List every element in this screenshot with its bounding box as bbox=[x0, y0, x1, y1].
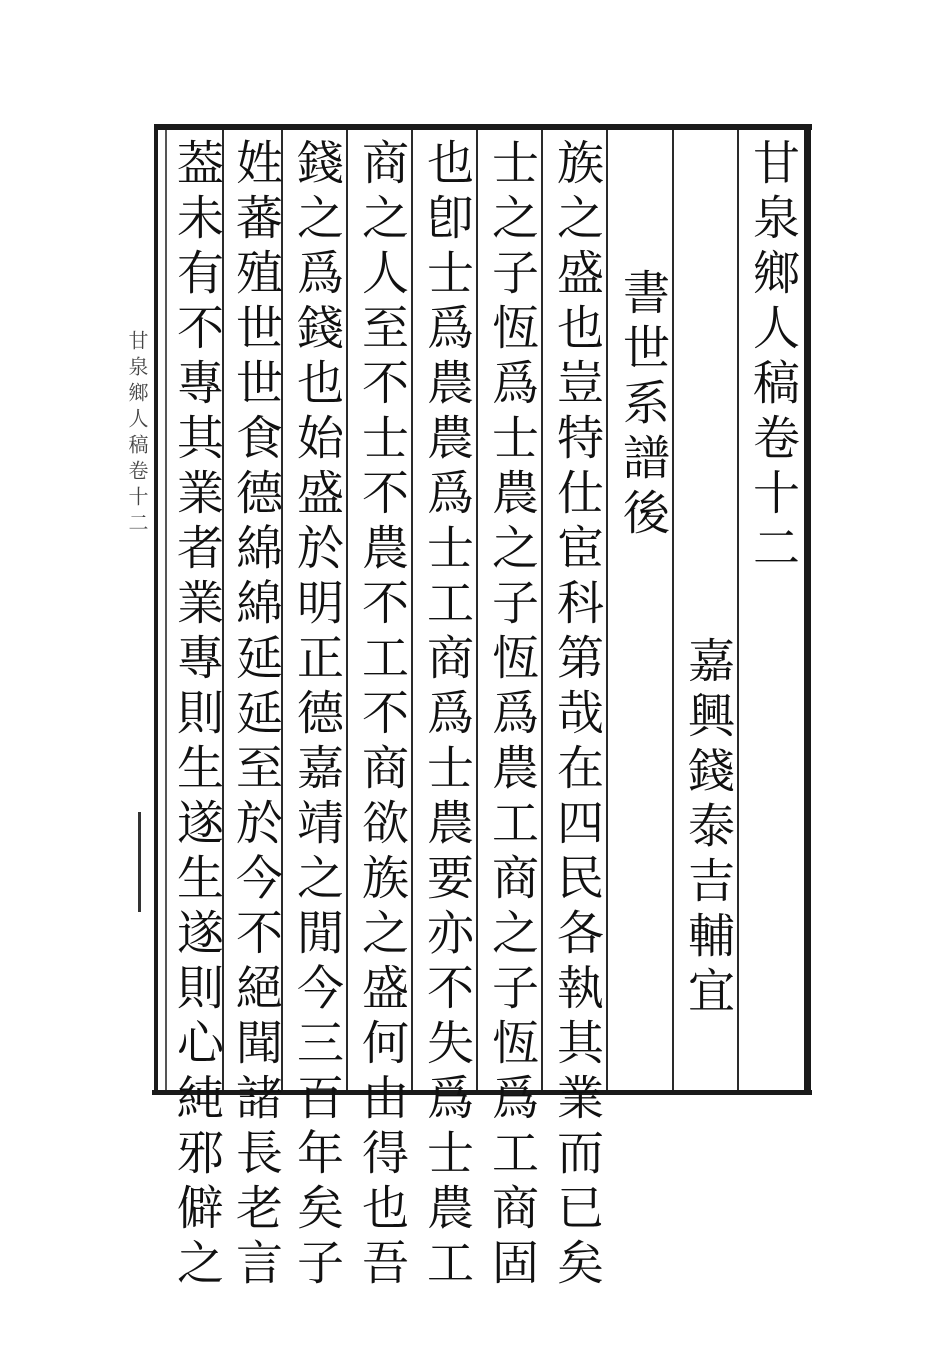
gutter-fold-line bbox=[165, 130, 167, 1090]
author-line: 嘉興錢泰吉輔宜 bbox=[680, 636, 735, 1021]
column-rule bbox=[737, 130, 739, 1090]
column-rule bbox=[476, 130, 478, 1090]
section-heading: 書世系譜後 bbox=[615, 268, 670, 543]
frame-right-border bbox=[804, 124, 811, 1095]
frame-left-border bbox=[154, 124, 158, 1095]
column-rule bbox=[606, 130, 608, 1090]
column-rule bbox=[541, 130, 543, 1090]
body-column: 也卽士爲農農爲士工商爲士農要亦不失爲士農工 bbox=[419, 138, 474, 1293]
body-column: 商之人至不士不農不工不商欲族之盛何由得也吾 bbox=[354, 138, 409, 1293]
frame-top-border bbox=[158, 124, 812, 130]
column-rule bbox=[411, 130, 413, 1090]
body-column: 姓蕃殖世世食德綿綿延延至於今不絕聞諸長老言 bbox=[228, 138, 283, 1293]
body-column: 錢之爲錢也始盛於明正德嘉靖之閒今三百年矣子 bbox=[289, 138, 344, 1293]
body-column: 族之盛也豈特仕宦科第哉在四民各執其業而已矣 bbox=[549, 138, 604, 1293]
fish-tail-mark bbox=[138, 812, 151, 912]
gutter-caption: 甘泉鄉人稿卷十二 bbox=[125, 330, 149, 538]
book-title: 甘泉鄉人稿卷十二 bbox=[745, 138, 800, 578]
column-rule bbox=[672, 130, 674, 1090]
body-column: 士之子恆爲士農之子恆爲農工商之子恆爲工商固 bbox=[484, 138, 539, 1293]
column-rule bbox=[346, 130, 348, 1090]
body-column: 葢未有不專其業者業專則生遂生遂則心純邪僻之 bbox=[169, 138, 224, 1293]
